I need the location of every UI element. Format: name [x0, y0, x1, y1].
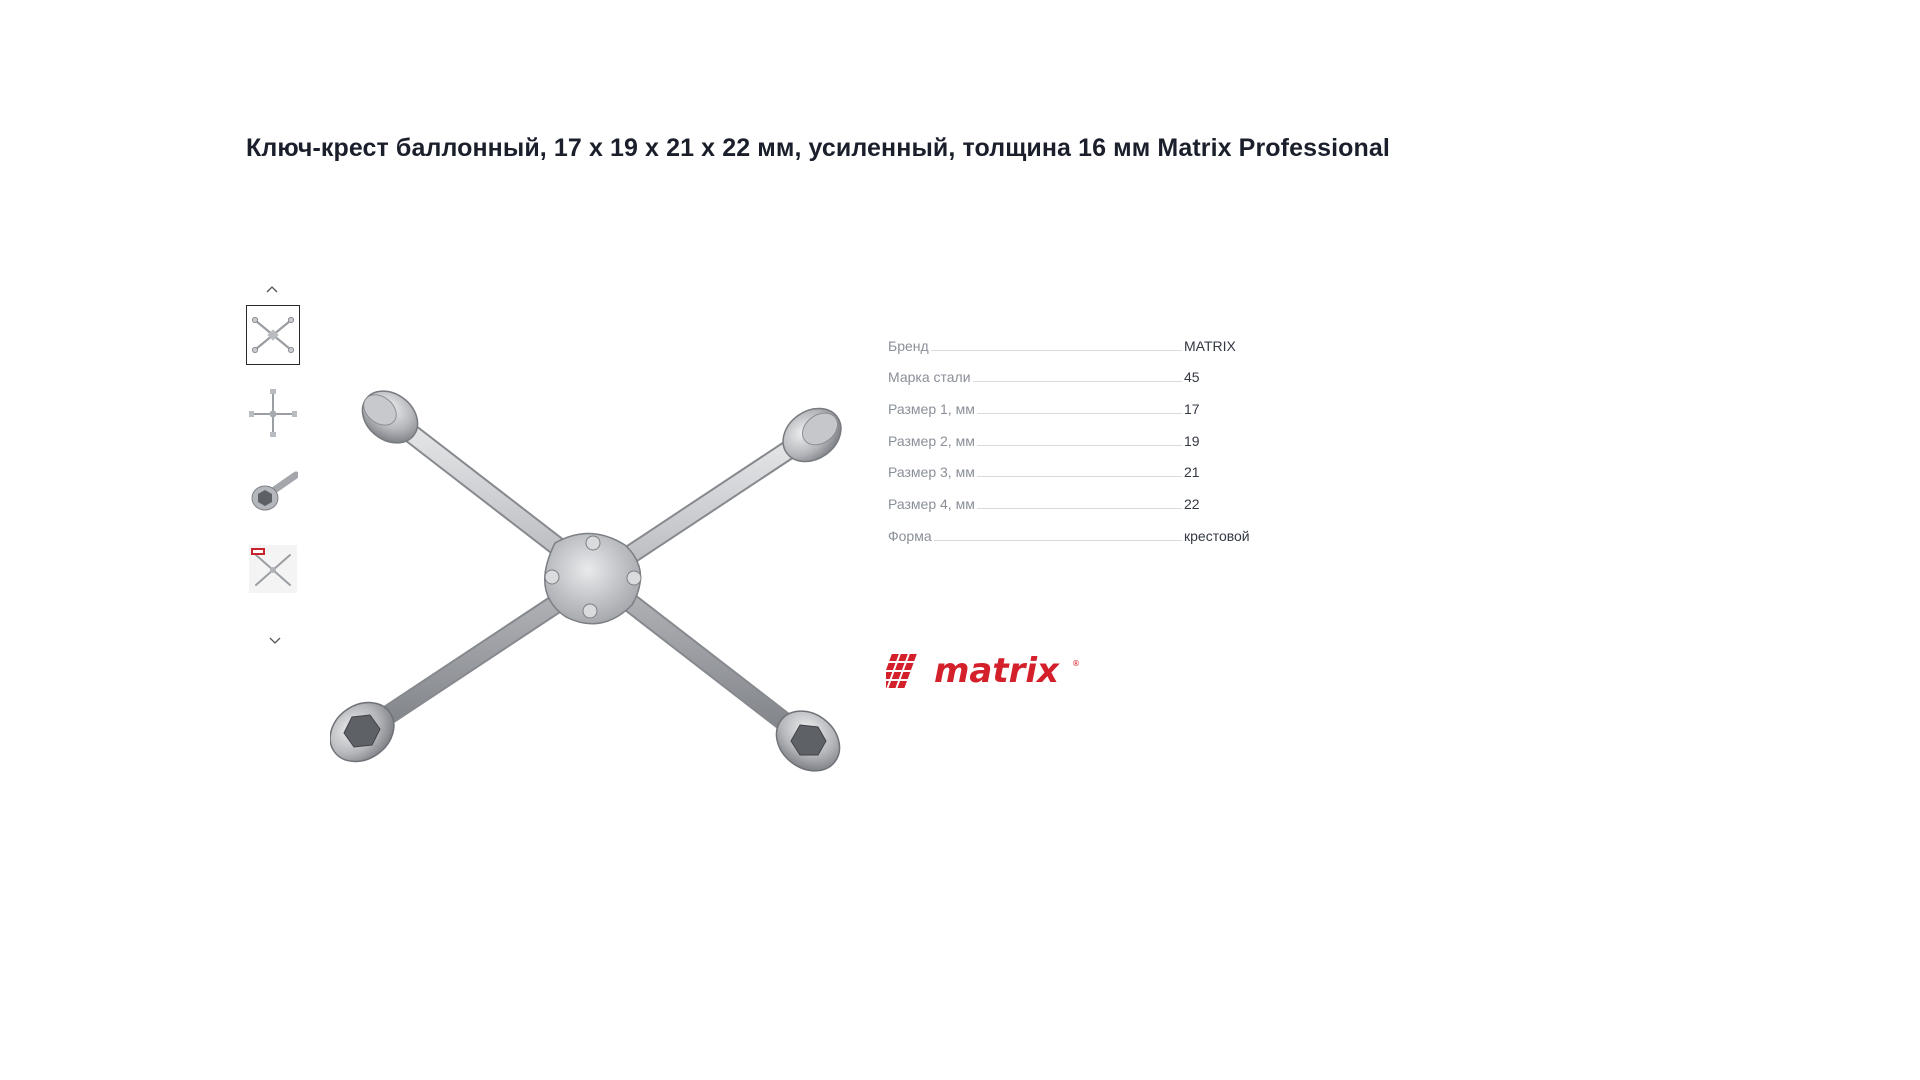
chevron-up-icon [265, 283, 279, 297]
chevron-down-icon [268, 633, 282, 647]
socket-closeup-icon [248, 465, 298, 517]
spec-row [888, 512, 1308, 544]
spec-name: Бренд [888, 337, 929, 354]
thumbnail-4[interactable] [246, 539, 300, 599]
spec-row [888, 417, 1308, 449]
thumbnail-1[interactable] [246, 305, 300, 365]
thumbnail-list [246, 305, 302, 617]
specs-table [888, 322, 1308, 544]
center-plate [545, 533, 641, 623]
spec-row [888, 385, 1308, 417]
spec-name: Марка стали [888, 369, 971, 386]
packaged-wrench-icon [248, 543, 298, 595]
spec-leader-line [973, 381, 1182, 382]
spec-name: Размер 4, мм [888, 496, 975, 513]
page-title: Ключ-крест баллонный, 17 х 19 х 21 х 22 мм, усиленный, толщина 16 мм Matrix Professional [246, 134, 1390, 162]
thumbnail-2[interactable] [246, 383, 300, 443]
spec-row [888, 449, 1308, 481]
gallery-down-button[interactable] [259, 628, 291, 652]
spec-value: 45 [1184, 369, 1200, 386]
spec-name: Размер 3, мм [888, 464, 975, 481]
spec-leader-line [977, 413, 1182, 414]
spec-leader-line [977, 445, 1182, 446]
brand-logo-text: matrix [934, 651, 1059, 691]
spec-value: 21 [1184, 464, 1200, 481]
spec-name: Размер 1, мм [888, 401, 975, 418]
spec-row [888, 354, 1308, 386]
spec-name: Форма [888, 527, 932, 544]
spec-row [888, 322, 1308, 354]
spec-leader-line [934, 540, 1182, 541]
spec-leader-line [977, 508, 1182, 509]
spec-value: MATRIX [1184, 337, 1236, 354]
product-image [330, 385, 860, 785]
thumbnail-3[interactable] [246, 461, 300, 521]
gallery-up-button[interactable] [256, 278, 288, 302]
spec-name: Размер 2, мм [888, 432, 975, 449]
spec-value: 17 [1184, 401, 1200, 418]
cross-wrench-icon [248, 309, 298, 361]
brand-logo [886, 648, 1086, 694]
registered-mark: ® [1072, 659, 1080, 668]
spec-value: 22 [1184, 496, 1200, 513]
spec-value: 19 [1184, 432, 1200, 449]
spec-leader-line [931, 350, 1182, 351]
spec-value: крестовой [1184, 527, 1250, 544]
spec-row [888, 480, 1308, 512]
cross-wrench-side-icon [248, 387, 298, 439]
spec-leader-line [977, 476, 1182, 477]
